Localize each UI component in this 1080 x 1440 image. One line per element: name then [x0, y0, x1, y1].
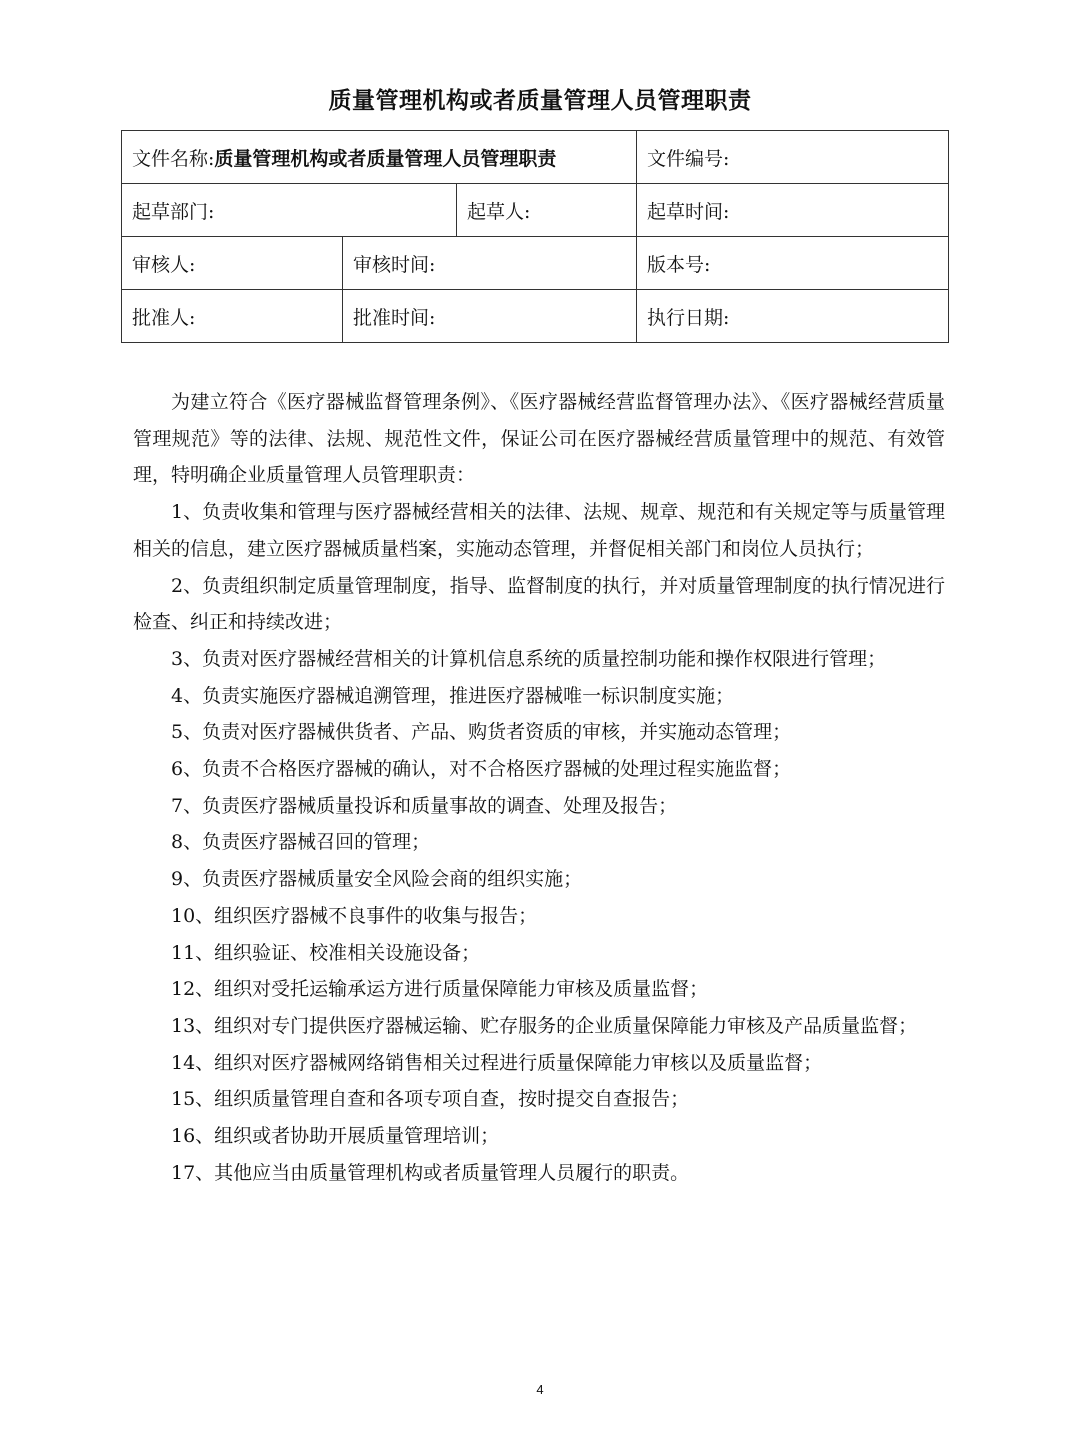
draft-time-label: 起草时间:: [647, 200, 730, 223]
document-title: 质量管理机构或者质量管理人员管理职责: [328, 88, 752, 114]
drafter-label: 起草人:: [467, 200, 531, 223]
file-name-cell: [122, 131, 637, 184]
duty-item-16: 16、组织或者协助开展质量管理培训；: [171, 1125, 500, 1148]
duty-item-1: 1、负责收集和管理与医疗器械经营相关的法律、法规、规章、规范和有关规定等与质量管理相关的信息，建立医疗器械质量档案，实施动态管理，并督促相关部门和岗位人员执行；: [133, 501, 945, 560]
approver-label: 批准人:: [132, 306, 196, 329]
document-info-table: [121, 130, 949, 343]
document-body: [133, 384, 945, 1191]
file-number-cell: [637, 131, 949, 184]
review-time-cell: [343, 237, 637, 290]
file-name-label: 文件名称:: [132, 147, 215, 170]
draft-time-cell: [637, 184, 949, 237]
approval-time-cell: [343, 290, 637, 343]
table-row: [122, 237, 949, 290]
duty-item-14: 14、组织对医疗器械网络销售相关过程进行质量保障能力审核以及质量监督；: [171, 1051, 823, 1074]
duty-item-8: 8、负责医疗器械召回的管理；: [171, 831, 431, 854]
table-row: [122, 290, 949, 343]
version-label: 版本号:: [647, 253, 711, 276]
duty-item-11: 11、组织验证、校准相关设施设备；: [171, 941, 481, 964]
duty-item-3: 3、负责对医疗器械经营相关的计算机信息系统的质量控制功能和操作权限进行管理；: [171, 647, 887, 670]
file-number-label: 文件编号:: [647, 147, 730, 170]
duty-item-9: 9、负责医疗器械质量安全风险会商的组织实施；: [171, 868, 583, 891]
duty-item-12: 12、组织对受托运输承运方进行质量保障能力审核及质量监督；: [171, 978, 709, 1001]
duty-item-15: 15、组织质量管理自查和各项专项自查，按时提交自查报告；: [171, 1088, 690, 1111]
duty-item-6: 6、负责不合格医疗器械的确认，对不合格医疗器械的处理过程实施监督；: [171, 758, 792, 781]
approval-time-label: 批准时间:: [353, 306, 436, 329]
duty-item-4: 4、负责实施医疗器械追溯管理，推进医疗器械唯一标识制度实施；: [171, 684, 735, 707]
review-time-label: 审核时间:: [353, 253, 436, 276]
intro-paragraph: 为建立符合《医疗器械监督管理条例》、《医疗器械经营监督管理办法》、《医疗器械经营质量管理规范》等的法律、法规、规范性文件，保证公司在医疗器械经营质量管理中的规范、有效管理，特明确企业质量管理人员管理职责：: [133, 391, 945, 487]
page-number: 4: [536, 1382, 544, 1397]
duty-item-7: 7、负责医疗器械质量投诉和质量事故的调查、处理及报告；: [171, 794, 678, 817]
reviewer-label: 审核人:: [132, 253, 196, 276]
duty-item-5: 5、负责对医疗器械供货者、产品、购货者资质的审核，并实施动态管理；: [171, 721, 792, 744]
approver-cell: [122, 290, 343, 343]
version-cell: [637, 237, 949, 290]
draft-department-cell: [122, 184, 457, 237]
duty-item-2: 2、负责组织制定质量管理制度，指导、监督制度的执行，并对质量管理制度的执行情况进行检查、纠正和持续改进；: [133, 574, 945, 634]
duty-item-10: 10、组织医疗器械不良事件的收集与报告；: [171, 904, 538, 927]
duty-item-17: 17、其他应当由质量管理机构或者质量管理人员履行的职责。: [171, 1161, 690, 1184]
file-name-value: 质量管理机构或者质量管理人员管理职责: [214, 147, 557, 170]
draft-department-label: 起草部门:: [132, 200, 215, 223]
duty-item-13: 13、组织对专门提供医疗器械运输、贮存服务的企业质量保障能力审核及产品质量监督；: [171, 1014, 918, 1037]
drafter-cell: [457, 184, 637, 237]
reviewer-cell: [122, 237, 343, 290]
table-row: [122, 131, 949, 184]
effective-date-cell: [637, 290, 949, 343]
effective-date-label: 执行日期:: [647, 306, 730, 329]
table-row: [122, 184, 949, 237]
